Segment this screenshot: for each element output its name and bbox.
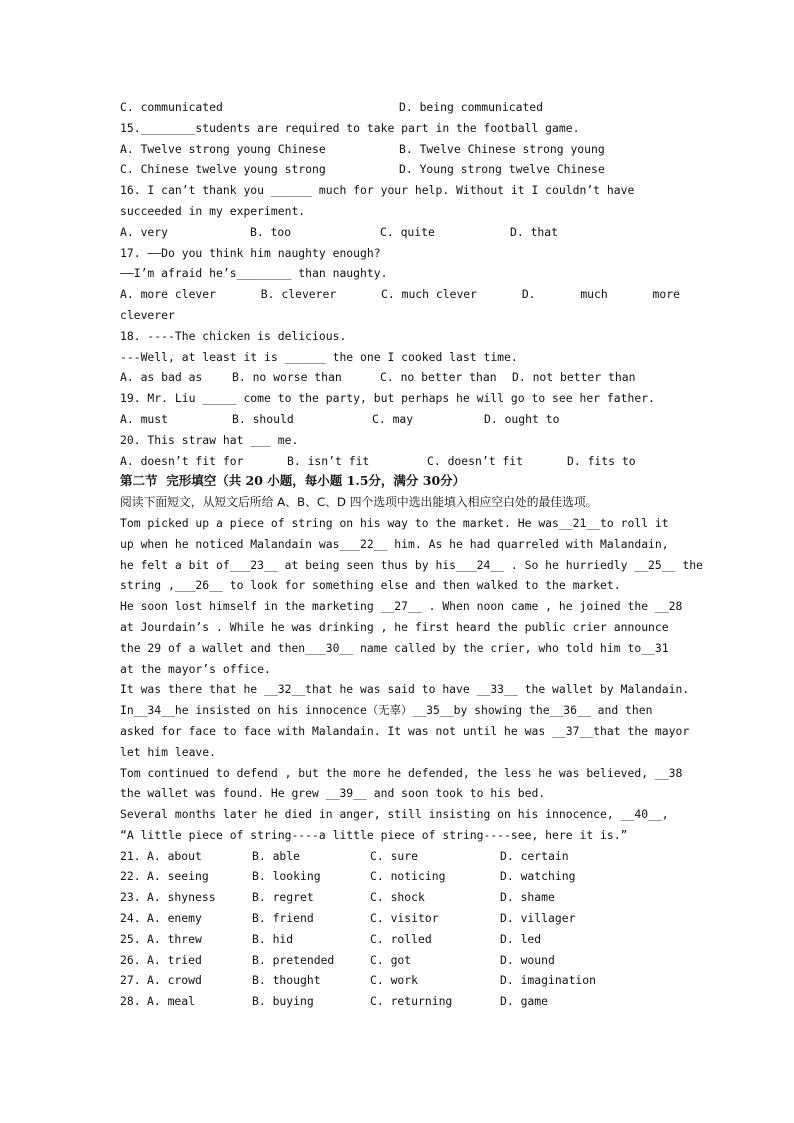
option-d: D. that	[510, 224, 559, 239]
q16-stem-line1	[120, 180, 680, 201]
option-c: C. got	[370, 952, 412, 967]
option-a: A. doesn’t fit for	[120, 453, 244, 468]
question-number: 26.	[120, 952, 141, 967]
q17-options	[120, 284, 680, 305]
cloze-passage	[120, 513, 703, 846]
option-b: B. Twelve Chinese strong young	[399, 141, 605, 156]
option-b: B. buying	[252, 994, 314, 1009]
option-d: D. certain	[500, 848, 569, 863]
option-d: D. imagination	[500, 973, 597, 988]
q15-options-cd	[120, 159, 680, 180]
option-a: A. must	[120, 411, 169, 426]
q18-line2: ---Well, at least it is ______ the one I cooked last time.	[120, 349, 518, 364]
option-d: D. shame	[500, 890, 555, 905]
option-d: D. led	[500, 931, 542, 946]
choice-row-27	[120, 970, 680, 991]
section-heading: 第二节 完形填空（共 20 小题，每小题 1.5分，满分 30分）	[120, 473, 466, 489]
exam-page	[120, 97, 703, 1012]
option-a: A. very	[120, 224, 169, 239]
q19-stem: 19. Mr. Liu _____ come to the party, but perhaps he will go to see her father.	[120, 391, 655, 406]
q15-options-ab	[120, 139, 680, 160]
question-number: 28.	[120, 994, 141, 1009]
option-c: C. sure	[370, 848, 419, 863]
option-c: C. Chinese twelve young strong	[120, 162, 326, 177]
q20-stem: 20. This straw hat ___ me.	[120, 432, 299, 447]
q17-line2: ——I’m afraid he’s________ than naughty.	[120, 266, 388, 281]
question-number: 24.	[120, 911, 141, 926]
option-c: C. doesn’t fit	[427, 453, 524, 468]
option-b: B. regret	[252, 890, 314, 905]
option-c: C. visitor	[370, 911, 439, 926]
passage-line: at Jourdain’s . While he was drinking , he first heard the public crier announce	[120, 619, 669, 634]
option-c: C. noticing	[370, 869, 446, 884]
passage-line: let him leave.	[120, 744, 217, 759]
passage-line: he felt a bit of___23__ at being seen thus by his___24__ . So he hurriedly __25__ the	[120, 557, 703, 572]
passage-line: string ,___26__ to look for something else and then walked to the market.	[120, 578, 621, 593]
q14-options	[120, 97, 680, 118]
q15-stem: 15.________students are required to take part in the football game.	[120, 120, 580, 135]
option-c: C. no better than	[380, 370, 497, 385]
question-number: 21.	[120, 848, 141, 863]
passage-line: asked for face to face with Malandain. It was not until he was __37__that the mayor	[120, 723, 690, 738]
option-d: D. fits to	[567, 453, 636, 468]
option-b: B. cleverer	[260, 287, 337, 302]
option-c: C. shock	[370, 890, 425, 905]
question-number: 27.	[120, 973, 141, 988]
option-b: B. pretended	[252, 952, 335, 967]
option-a: A. about	[147, 848, 202, 863]
q18-options	[120, 367, 680, 388]
option-b: B. too	[250, 224, 292, 239]
passage-line: It was there that he __32__that he was said to have __33__ the wallet by Malandain.	[120, 682, 690, 697]
q20-options	[120, 451, 680, 472]
choice-row-21	[120, 846, 680, 867]
option-d: D. game	[500, 994, 549, 1009]
choice-row-25	[120, 929, 680, 950]
option-c: C. may	[372, 411, 414, 426]
option-b: B. isn’t fit	[287, 453, 370, 468]
choice-row-23	[120, 887, 680, 908]
option-a: A. threw	[147, 931, 202, 946]
option-c: C. work	[370, 973, 419, 988]
passage-line: Tom picked up a piece of string on his way to the market. He was__21__to roll it	[120, 515, 669, 530]
option-a: A. Twelve strong young Chinese	[120, 141, 326, 156]
q16-stem: 16. I can’t thank you ______ much for your help. Without it I couldn’t have	[120, 183, 635, 198]
option-b: B. thought	[252, 973, 321, 988]
option-b: B. looking	[252, 869, 321, 884]
passage-line: “A little piece of string----a little piece of string----see, here it is.”	[120, 827, 628, 842]
option-a: A. seeing	[147, 869, 209, 884]
choice-row-28	[120, 991, 680, 1012]
option-a: A. meal	[147, 994, 196, 1009]
q18-line1: 18. ----The chicken is delicious.	[120, 328, 347, 343]
q16-options	[120, 222, 680, 243]
option-d-word1: much	[580, 287, 608, 302]
choice-row-24	[120, 908, 680, 929]
choice-row-26	[120, 950, 680, 971]
q17-options-wrap: cleverer	[120, 307, 175, 322]
question-number: 23.	[120, 890, 141, 905]
option-c: C. communicated	[120, 100, 223, 114]
option-b: B. able	[252, 848, 301, 863]
option-d: D. watching	[500, 869, 576, 884]
question-number: 25.	[120, 931, 141, 946]
option-d: D. wound	[500, 952, 555, 967]
section-instruction: 阅读下面短文，从短文后所给 A、B、C、D 四个选项中选出能填入相应空白处的最佳选项。	[120, 495, 598, 510]
passage-line: He soon lost himself in the marketing __27__ . When noon came , he joined the __28	[120, 599, 683, 614]
passage-line: the 29 of a wallet and then___30__ name called by the crier, who told him to__31	[120, 640, 669, 655]
option-a: A. shyness	[147, 890, 216, 905]
option-a: A. crowd	[147, 973, 202, 988]
passage-line: the wallet was found. He grew __39__ and soon took to his bed.	[120, 786, 546, 801]
option-a: A. more clever	[120, 287, 217, 302]
option-b: B. hid	[252, 931, 294, 946]
option-d: D. Young strong twelve Chinese	[399, 162, 605, 177]
choice-row-22	[120, 866, 680, 887]
option-d: D. being communicated	[399, 100, 544, 114]
passage-line: Several months later he died in anger, still insisting on his innocence, __40__,	[120, 807, 669, 822]
passage-line: In__34__he insisted on his innocence（无辜）__35__by showing the__36__ and then	[120, 703, 653, 718]
option-c: C. rolled	[370, 931, 432, 946]
q17-line1: 17. ——Do you think him naughty enough?	[120, 245, 381, 260]
option-a: A. tried	[147, 952, 202, 967]
option-d-label: D.	[521, 287, 536, 302]
q16-stem-line2: succeeded in my experiment.	[120, 203, 306, 218]
passage-line: Tom continued to defend , but the more he defended, the less he was believed, __38	[120, 765, 683, 780]
option-b: B. should	[232, 411, 294, 426]
question-number: 22.	[120, 869, 141, 884]
passage-line: at the mayor’s office.	[120, 661, 271, 676]
option-c: C. much clever	[381, 287, 478, 302]
cloze-choices	[120, 846, 680, 1012]
option-c: C. returning	[370, 994, 453, 1009]
option-d: D. not better than	[512, 370, 636, 385]
option-c: C. quite	[380, 224, 435, 239]
q19-options	[120, 409, 680, 430]
option-d: D. villager	[500, 911, 576, 926]
passage-line: up when he noticed Malandain was___22__ him. As he had quarreled with Malandain,	[120, 536, 669, 551]
option-b: B. friend	[252, 911, 314, 926]
option-a: A. as bad as	[120, 370, 203, 385]
option-d-word2: more	[652, 287, 680, 302]
option-b: B. no worse than	[232, 370, 342, 385]
option-a: A. enemy	[147, 911, 202, 926]
option-d: D. ought to	[484, 411, 560, 426]
